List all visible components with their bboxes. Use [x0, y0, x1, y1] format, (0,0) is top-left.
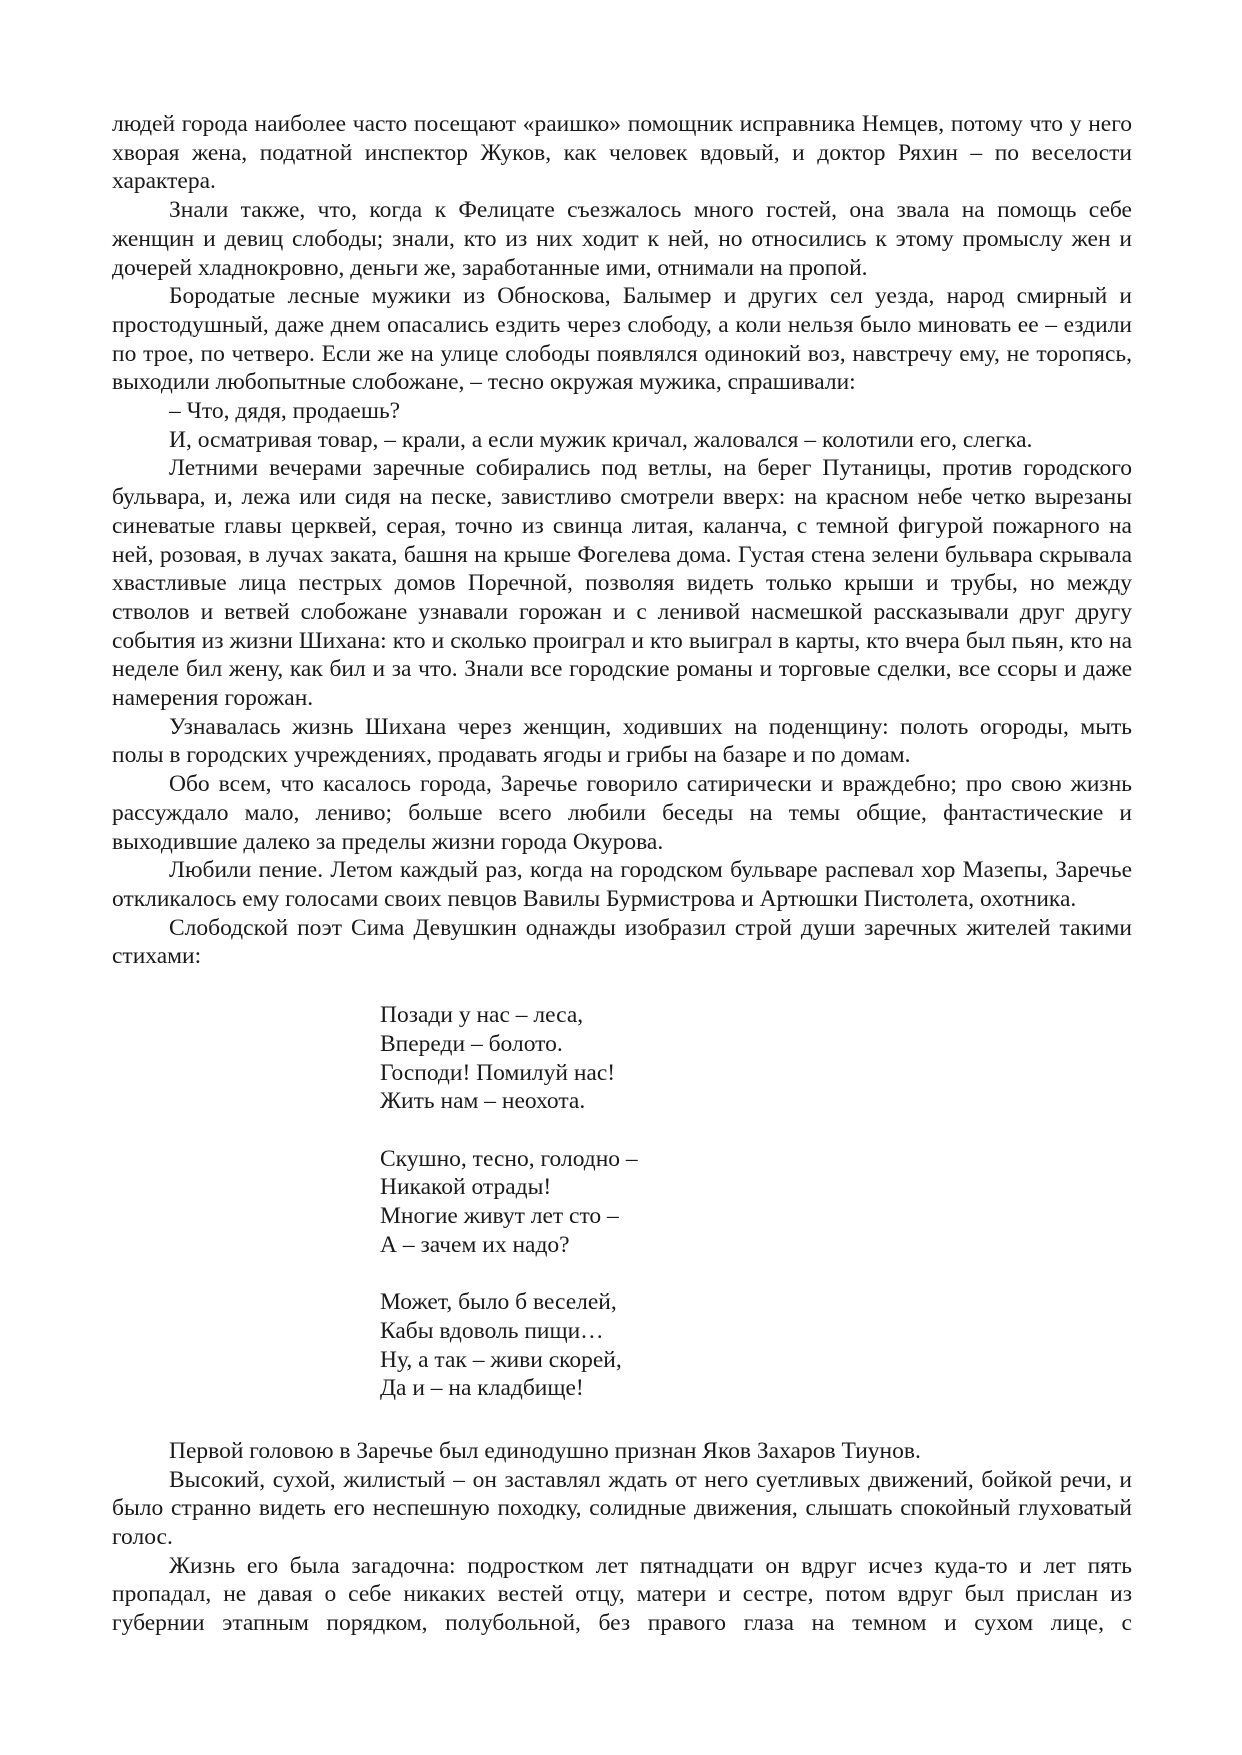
poem-stanza-2: [380, 1145, 1132, 1260]
poem-line: А – зачем их надо?: [380, 1231, 570, 1258]
paragraph: Первой головою в Заречье был единодушно признан Яков Захаров Тиунов.: [169, 1437, 921, 1464]
text-body: [112, 110, 1132, 1638]
poem-line: Господи! Помилуй нас!: [380, 1059, 616, 1086]
poem-line: Скушно, тесно, голодно –: [380, 1145, 638, 1172]
paragraph: Летними вечерами заречные собирались под ветлы, на берег Путаницы, против городского бульвара, и, лежа или сидя на песке, завистливо смотрели вверх: на красном небе четко вырезаны синеватые главы церквей, серая, точно из свинца литая, каланча, с темной фигурой пожарного на ней, розовая, в лучах заката, башня на крыше Фогелева дома. Густая стена зелени бульвара скрывала хвастливые лица пестрых домов Поречной, позволяя видеть только крыши и трубы, но между стволов и ветвей слобожане узнавали горожан и с ленивой насмешкой рассказывали друг другу события из жизни Шихана: кто и сколько проиграл и кто выиграл в карты, кто вчера был пьян, кто на неделе бил жену, как бил и за что. Знали все городские романы и торговые сделки, все ссоры и даже намерения горожан.: [112, 455, 1132, 712]
paragraph: Слободской поэт Сима Девушкин однажды изобразил строй души заречных жителей такими стихами:: [112, 914, 1132, 970]
poem-stanza-3: [380, 1288, 1132, 1403]
poem-line: Кабы вдоволь пищи…: [380, 1317, 604, 1344]
paragraph: Жизнь его была загадочна: подростком лет пятнадцати он вдруг исчез куда-то и лет пять пропадал, не давая о себе никаких вестей отцу, матери и сестре, потом вдруг был прислан из губернии этапным порядком, полубольной, без правого глаза на темном и сухом лице, с: [112, 1552, 1132, 1637]
poem-line: Многие живут лет сто –: [380, 1203, 619, 1229]
poem-line: Впереди – болото.: [380, 1030, 563, 1057]
poem-line: Может, было б веселей,: [380, 1289, 617, 1316]
poem-stanza-1: [380, 1001, 1132, 1116]
poem-line: Жить нам – неохота.: [380, 1088, 586, 1115]
paragraph: Любили пение. Летом каждый раз, когда на городском бульваре распевал хор Мазепы, Заречье откликалось ему голосами своих певцов Вавилы Бурмистрова и Артюшки Пистолета, охотника.: [112, 857, 1132, 912]
poem-line: Позади у нас – леса,: [380, 1002, 584, 1029]
paragraph: Знали также, что, когда к Фелицате съезжалось много гостей, она звала на помощь себе женщин и девиц слободы; знали, кто из них ходит к ней, но относились к этому промыслу жен и дочерей хладнокровно, деньги же, заработанные ими, отнимали на пропой.: [112, 197, 1132, 281]
paragraph: Высокий, сухой, жилистый – он заставлял ждать от него суетливых движений, бойкой речи, и было странно видеть его неспешную походку, солидные движения, слышать спокойный глуховатый голос.: [112, 1466, 1132, 1551]
poem-line: Да и – на кладбище!: [380, 1375, 584, 1402]
paragraph: Узнавалась жизнь Шихана через женщин, ходивших на поденщину: полоть огороды, мыть полы в городских учреждениях, продавать ягоды и грибы на базаре и по домам.: [112, 713, 1132, 769]
paragraph: людей города наиболее часто посещают «раишко» помощник исправника Немцев, потому что у него хворая жена, податной инспектор Жуков, как человек вдовый, и доктор Ряхин – по веселости характера.: [112, 111, 1132, 195]
poem-line: Ну, а так – живи скорей,: [380, 1346, 622, 1373]
poem-line: Никакой отрады!: [380, 1174, 552, 1201]
paragraph: Обо всем, что касалось города, Заречье говорило сатирически и враждебно; про свою жизнь рассуждало мало, лениво; больше всего любили беседы на темы общие, фантастические и выходившие далеко за пределы жизни города Окурова.: [112, 771, 1132, 855]
poem: [380, 1001, 1132, 1403]
paragraph: Бородатые лесные мужики из Обноскова, Балымер и других сел уезда, народ смирный и простодушный, даже днем опасались ездить через слободу, а коли нельзя было миновать ее – ездили по трое, по четверо. Если же на улице слободы появлялся одинокий воз, навстречу ему, не торопясь, выходили любопытные слобожане, – тесно окружая мужика, спрашивали:: [112, 283, 1132, 396]
paragraph: И, осматривая товар, – крали, а если мужик кричал, жаловался – колотили его, слегка.: [169, 426, 1033, 453]
dialogue-line: – Что, дядя, продаешь?: [169, 398, 401, 425]
